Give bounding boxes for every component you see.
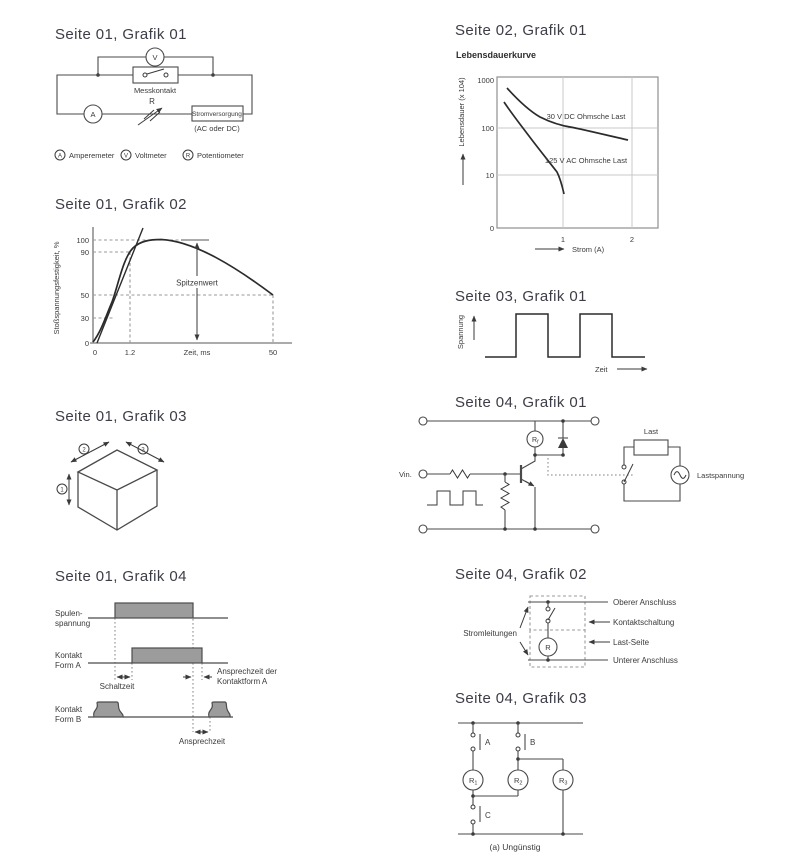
figure-s1g4 (55, 568, 187, 585)
last-seite-label: Last-Seite (613, 638, 650, 647)
junction-dot (561, 453, 565, 457)
terminal-top-right (591, 417, 599, 425)
terminal-vin (419, 470, 427, 478)
input-signal-icon (427, 491, 483, 505)
switch-a-contact (471, 733, 475, 737)
dim3-arrow-right (145, 452, 164, 462)
ytick-100: 100 (76, 236, 89, 245)
legend-v-label: Voltmeter (135, 151, 167, 160)
x-axis-label: Zeit (595, 365, 608, 374)
figure-title: Seite 03, Grafik 01 (455, 288, 587, 305)
switch-lever (147, 69, 164, 74)
r1-label: $R_1$ (469, 776, 478, 787)
figure-title: Seite 01, Grafik 02 (55, 196, 187, 213)
ytick-10: 10 (485, 171, 494, 180)
relay-connection-circuit (445, 712, 685, 862)
legend (55, 150, 244, 160)
timing-diagram (45, 592, 345, 754)
y-axis-label: Stoßspannungsfestigkeit, % (52, 241, 61, 335)
switch-c-label: C (485, 811, 491, 820)
switch-a-label: A (485, 738, 491, 747)
transistor-emitter-arrow (525, 481, 534, 486)
switch-b-contact (516, 733, 520, 737)
caption: (a) Ungünstig (489, 842, 541, 852)
figure-title: Seite 02, Grafik 01 (455, 22, 587, 39)
switch-b-label: B (530, 738, 536, 747)
lastspannung-label: Lastspannung (697, 471, 745, 480)
figure-s2g1 (455, 22, 587, 39)
potentiometer-label: R (149, 97, 155, 106)
amperemeter-label: A (90, 110, 96, 119)
x-axis-label: Zeit, ms (183, 348, 211, 357)
r-label: R (545, 643, 551, 652)
life-curve-chart (450, 68, 780, 263)
junction-dot (561, 419, 565, 423)
oberer-anschluss-label: Oberer Anschluss (613, 598, 677, 607)
ansprechzeit-a-label-2: Kontaktform A (217, 677, 268, 686)
peak-annotation: Spitzenwert (176, 278, 218, 288)
form-a-pulse (132, 648, 202, 663)
last-label: Last (643, 427, 659, 436)
lebensdauerkurve-title: Lebensdauerkurve (456, 50, 537, 60)
figure-s4g3 (455, 690, 587, 707)
surge-curve (93, 240, 273, 343)
tangent-line (97, 228, 143, 343)
form-a-label-2: Form A (55, 661, 81, 670)
dashed-boxes (530, 596, 585, 667)
measuring-circuit-diagram (45, 45, 315, 175)
ytick-50: 50 (80, 291, 89, 300)
coil-label-1: Spulen- (55, 609, 83, 618)
form-b-label-1: Kontakt (55, 705, 83, 714)
coil-label-2: spannung (55, 619, 91, 628)
messkontakt-label: Messkontakt (133, 86, 177, 95)
switch-a-contact (471, 747, 475, 751)
xtick-2: 2 (629, 235, 635, 244)
drive-circuit-diagram (395, 414, 795, 544)
figure-title: Seite 04, Grafik 02 (455, 566, 587, 583)
square-wave-diagram (450, 302, 665, 382)
gridlines (497, 77, 658, 228)
figure-s4g1 (455, 394, 587, 411)
load-box (634, 440, 668, 455)
terminal-top-left (419, 417, 427, 425)
square-wave (485, 314, 645, 357)
form-b-pulse-1 (94, 702, 124, 717)
load-switch-contact (622, 465, 626, 469)
unterer-anschluss-label: Unterer Anschluss (613, 656, 678, 665)
switch-contact (546, 607, 550, 611)
vin-label: Vin. (399, 470, 412, 479)
junction-dot (471, 832, 475, 836)
voltmeter-label: V (152, 53, 158, 62)
messkontakt-box (133, 67, 178, 83)
switch-contact (164, 73, 168, 77)
figure-title: Seite 04, Grafik 01 (455, 394, 587, 411)
surge-withstand-chart (45, 218, 340, 368)
dim3-label: 3 (141, 447, 145, 454)
r2-label: $R_2$ (514, 776, 523, 787)
y-axis-label: Lebensdauer (x 104) (457, 77, 466, 147)
ytick-0: 0 (489, 224, 494, 233)
supply-rails (427, 421, 591, 529)
dim2-label: 2 (82, 447, 86, 454)
dim2-arrow-right (90, 442, 109, 452)
legend-a-label: Amperemeter (69, 151, 115, 160)
switch-c-contact (471, 805, 475, 809)
ansprechzeit-label: Ansprechzeit (178, 737, 226, 746)
stromleitungen-arrow-top (520, 607, 528, 628)
terminal-bottom-right (591, 525, 599, 533)
legend-r-sym: R (185, 153, 191, 160)
switch-b-contact (516, 747, 520, 751)
xtick-50: 50 (268, 348, 278, 357)
legend-v-sym: V (123, 153, 129, 160)
switch-c-contact (471, 820, 475, 824)
switch-lever (548, 608, 555, 620)
figure-title: Seite 01, Grafik 01 (55, 26, 187, 43)
stromleitungen-label: Stromleitungen (463, 629, 517, 638)
xtick-1: 1 (560, 235, 566, 244)
stromversorgung-label: Stromversorgung (192, 111, 242, 118)
y-axis-label: Spannung (456, 314, 465, 350)
junction-dot (503, 527, 507, 531)
load-switch-lever (624, 464, 633, 482)
stromleitungen-arrow-bottom (520, 642, 528, 655)
ytick-0: 0 (84, 339, 89, 348)
chart-subtitle (456, 50, 536, 60)
xtick-1p2: 1.2 (124, 348, 136, 357)
figure-s1g3 (55, 408, 187, 425)
figure-title: Seite 01, Grafik 04 (55, 568, 187, 585)
ytick-1000: 1000 (477, 76, 494, 85)
diode-triangle (558, 438, 568, 448)
r3-label: $R_3$ (559, 776, 568, 787)
junction-dot (533, 527, 537, 531)
schaltzeit-label: Schaltzeit (99, 682, 135, 691)
plot-border (497, 77, 658, 228)
series1-label: 30 V DC Ohmsche Last (546, 112, 626, 121)
xtick-0: 0 (92, 348, 98, 357)
figure-s1g1 (55, 26, 187, 43)
form-b-pulse-2 (209, 702, 231, 717)
figure-title: Seite 04, Grafik 03 (455, 690, 587, 707)
figure-title: Seite 01, Grafik 03 (55, 408, 187, 425)
ytick-100: 100 (481, 124, 494, 133)
junction-dot (561, 832, 565, 836)
rf-label: $R_f$ (532, 437, 539, 446)
switch-contact (143, 73, 147, 77)
series2-label: 125 V AC Ohmsche Last (544, 156, 628, 165)
form-a-label-1: Kontakt (55, 651, 83, 660)
ac-dc-label: (AC oder DC) (194, 124, 240, 133)
ytick-90: 90 (80, 248, 89, 257)
box-outline (78, 447, 157, 530)
terminal-bottom-left (419, 525, 427, 533)
kontaktschaltung-label: Kontaktschaltung (613, 618, 675, 627)
potentiometer-arrow (138, 108, 162, 125)
form-b-label-2: Form B (55, 715, 82, 724)
transistor-collector (521, 455, 535, 485)
figure-s4g2 (455, 566, 587, 583)
junction-dot (533, 453, 537, 457)
legend-a-sym: A (57, 153, 63, 160)
legend-r-label: Potentiometer (197, 151, 244, 160)
ytick-30: 30 (80, 314, 89, 323)
isometric-box-diagram (50, 428, 190, 546)
timing-guides (115, 603, 210, 732)
input-resistor (450, 470, 470, 478)
figure-s1g2 (55, 196, 187, 213)
ansprechzeit-a-label-1: Ansprechzeit der (217, 667, 278, 676)
dim1-label: 1 (60, 487, 64, 494)
divider-resistor (501, 482, 509, 510)
x-axis-label: Strom (A) (572, 245, 605, 254)
coil-pulse (115, 603, 193, 618)
contact-circuit-diagram (450, 590, 780, 685)
